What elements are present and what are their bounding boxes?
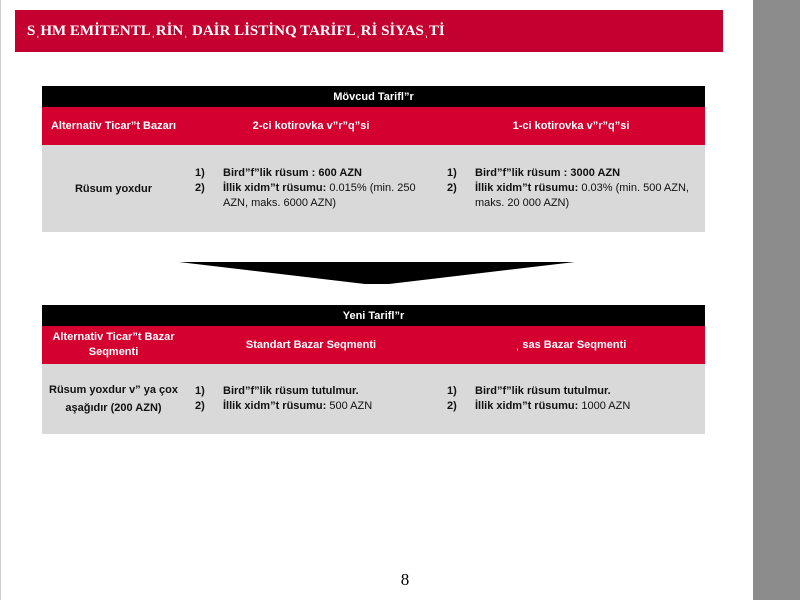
tariff-list — [185, 166, 437, 211]
column-header: Alternativ Ticar”t Bazarı — [42, 107, 185, 145]
column-header: Standart Bazar Seqmenti — [185, 326, 437, 364]
list-item — [195, 166, 427, 181]
item-label: İllik xidm”t rüsumu: — [223, 182, 327, 194]
list-item — [447, 181, 695, 211]
item-number: 1) — [447, 385, 457, 397]
item-number: 1) — [195, 385, 205, 397]
column-header: 1-ci kotirovka v”r”q”si — [437, 107, 705, 145]
item-text — [475, 166, 695, 181]
item-text — [475, 384, 695, 399]
table-caption-row — [42, 305, 705, 326]
table-header-row — [42, 107, 705, 145]
tariff-list — [437, 166, 705, 211]
table-cell — [185, 145, 437, 232]
item-text — [223, 181, 427, 211]
tariff-list — [185, 384, 437, 414]
tariff-list — [437, 384, 705, 414]
item-label: İllik xidm”t rüsumu: — [223, 400, 327, 412]
list-item — [195, 384, 427, 399]
table-caption: Mövcud Tarifl”r — [42, 86, 705, 107]
row-label: Rüsum yoxdur — [42, 145, 185, 232]
item-number: 2) — [195, 400, 205, 412]
table-cell — [185, 364, 437, 434]
slide-title: SˌHM EMİTENTLˌRİNˌ DAİR LİSTİNQ TARİFLˌRİ SİYASˌTİ — [15, 10, 723, 52]
table-caption-row — [42, 86, 705, 107]
new-tariffs-table — [42, 305, 705, 434]
item-text — [223, 166, 427, 181]
list-item — [447, 384, 695, 399]
item-label: İllik xidm”t rüsumu: — [475, 400, 579, 412]
down-arrow-icon — [179, 262, 575, 286]
item-number: 1) — [195, 167, 205, 179]
page-number: 8 — [400, 570, 410, 589]
table-header-row — [42, 326, 705, 364]
item-number: 1) — [447, 167, 457, 179]
current-tariffs-table — [42, 86, 705, 232]
item-text — [475, 399, 695, 414]
item-label: Bird”f”lik rüsum : 3000 AZN — [475, 167, 621, 179]
item-number: 2) — [447, 182, 457, 194]
item-value: 1000 AZN — [578, 400, 631, 412]
item-value: 0.015% (min. 250 AZN, maks. 6000 AZN) — [223, 182, 416, 209]
list-item — [447, 166, 695, 181]
list-item — [447, 399, 695, 414]
list-item — [195, 399, 427, 414]
table-row — [42, 364, 705, 434]
item-text — [223, 384, 427, 399]
item-label: İllik xidm”t rüsumu: — [475, 182, 579, 194]
row-label: Rüsum yoxdur v” ya çox aşağıdır (200 AZN) — [42, 364, 185, 434]
table-row — [42, 145, 705, 232]
item-value: 0.03% (min. 500 AZN, maks. 20 000 AZN) — [475, 182, 689, 209]
column-header: ˌ sas Bazar Seqmenti — [437, 326, 705, 364]
column-header: 2-ci kotirovka v”r”q”si — [185, 107, 437, 145]
item-label: Bird”f”lik rüsum tutulmur. — [223, 385, 359, 397]
item-label: Bird”f”lik rüsum : 600 AZN — [223, 167, 362, 179]
item-value: 500 AZN — [326, 400, 373, 412]
item-number: 2) — [195, 182, 205, 194]
item-text — [223, 399, 427, 414]
item-number: 2) — [447, 400, 457, 412]
column-header: Alternativ Ticar”t Bazar Seqmenti — [42, 326, 185, 364]
list-item — [195, 181, 427, 211]
table-caption: Yeni Tarifl”r — [42, 305, 705, 326]
table-cell — [437, 364, 705, 434]
table-cell — [437, 145, 705, 232]
item-label: Bird”f”lik rüsum tutulmur. — [475, 385, 611, 397]
item-text — [475, 181, 695, 211]
